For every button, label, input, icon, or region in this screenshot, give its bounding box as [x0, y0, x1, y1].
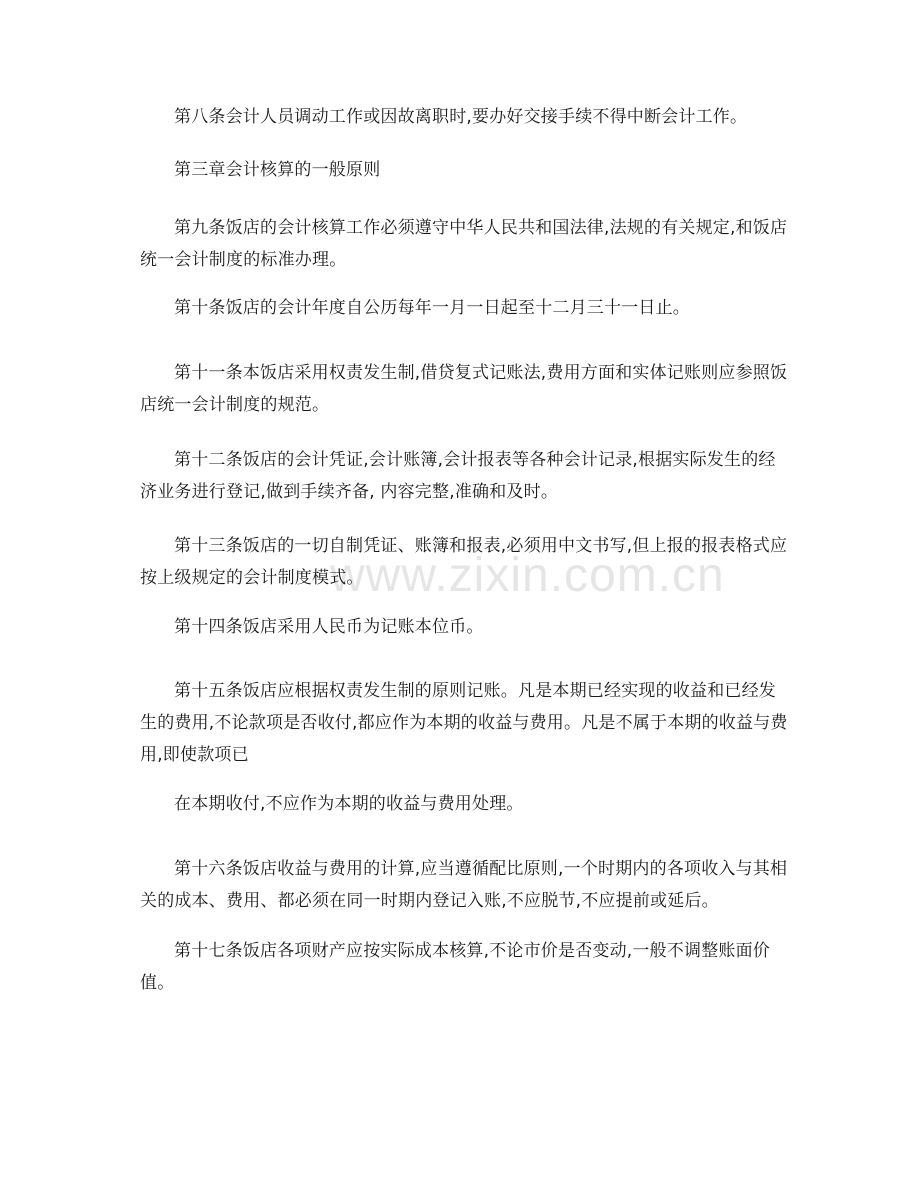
paragraph-article-13: 第十三条饭店的一切自制凭证、账簿和报表,必须用中文书写,但上报的报表格式应按上级规定的会计制度模式。: [140, 536, 788, 588]
paragraph-article-9: 第九条饭店的会计核算工作必须遵守中华人民共和国法律,法规的有关规定,和饭店统一会计制度的标准办理。: [140, 218, 788, 270]
paragraph-article-17: 第十七条饭店各项财产应按实际成本核算,不论市价是否变动,一般不调整账面价值。: [140, 941, 771, 993]
paragraph-article-15-continued: 在本期收付,不应作为本期的收益与费用处理。: [174, 794, 524, 814]
chapter-heading-3: 第三章会计核算的一般原则: [174, 160, 381, 180]
paragraph-article-15: 第十五条饭店应根据权责发生制的原则记账。凡是本期已经实现的收益和已经发生的费用,不论款项是否收付,都应作为本期的收益与费用。凡是不属于本期的收益与费用,即使款项已: [140, 681, 788, 765]
paragraph-article-8: 第八条会计人员调动工作或因故离职时,要办好交接手续不得中断会计工作。: [174, 107, 748, 127]
watermark: www.zixin.com.cn: [330, 549, 725, 602]
paragraph-article-12: 第十二条饭店的会计凭证,会计账簿,会计报表等各种会计记录,根据实际发生的经济业务进行登记,做到手续齐备, 内容完整,准确和及时。: [140, 450, 776, 502]
paragraph-article-10: 第十条饭店的会计年度自公历每年一月一日起至十二月三十一日止。: [174, 298, 690, 318]
paragraph-article-16: 第十六条饭店收益与费用的计算,应当遵循配比原则,一个时期内的各项收入与其相关的成本、费用、都必须在同一时期内登记入账,不应脱节,不应提前或延后。: [140, 859, 788, 911]
paragraph-article-11: 第十一条本饭店采用权责发生制,借贷复式记账法,费用方面和实体记账则应参照饭店统一会计制度的规范。: [140, 363, 788, 415]
paragraph-article-14: 第十四条饭店采用人民币为记账本位币。: [174, 617, 484, 637]
